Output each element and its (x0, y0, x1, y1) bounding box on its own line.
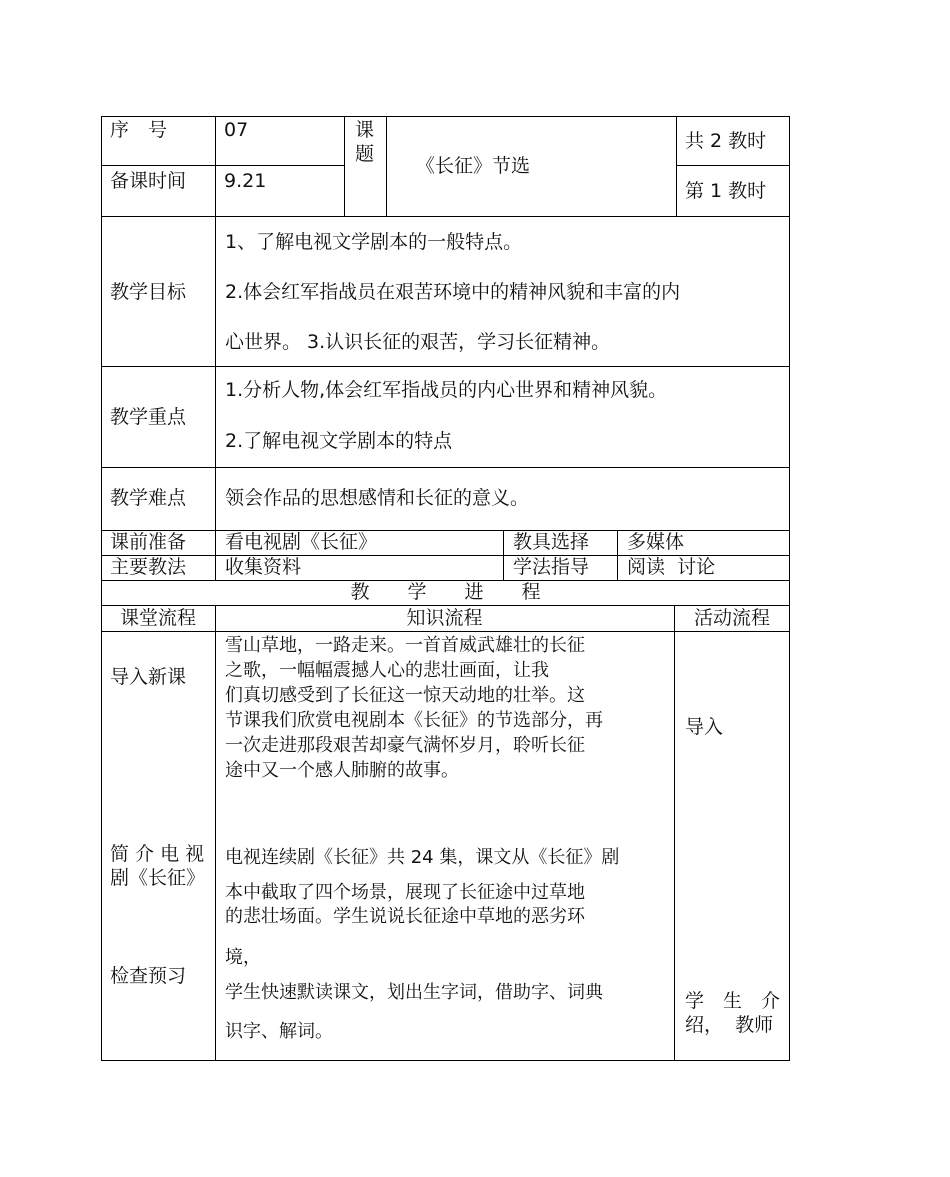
grid-line (215, 116, 216, 216)
key-point-line-2: 2.了解电视文学剧本的特点 (225, 430, 453, 452)
grid-line (101, 530, 790, 531)
prep-label: 课前准备 (110, 531, 187, 553)
process-col-2: 知识流程 (406, 607, 483, 629)
tv-line-1: 电视连续剧《长征》共 24 集，课文从《长征》剧 (225, 847, 620, 868)
intro-line-6: 途中又一个感人肺腑的故事。 (225, 760, 459, 781)
check-line-2: 识字、解词。 (225, 1021, 333, 1042)
table-border-bottom (101, 1060, 790, 1061)
intro-line-3: 们真切感受到了长征这一惊天动地的壮举。这 (225, 685, 585, 706)
grid-line (215, 605, 216, 1060)
serial-value: 07 (224, 119, 249, 141)
intro-activity: 导入 (685, 716, 724, 738)
tv-line-3: 的悲壮场面。学生说说长征途中草地的恶劣环 (225, 906, 585, 927)
serial-label: 序 号 (110, 119, 168, 141)
process-col-1: 课堂流程 (119, 607, 196, 629)
grid-line (676, 116, 677, 216)
methods-label: 主要教法 (110, 556, 187, 578)
prep-value: 看电视剧《长征》 (225, 531, 378, 553)
objective-line-1: 1、了解电视文学剧本的一般特点。 (225, 231, 523, 253)
objective-line-2: 2.体会红军指战员在艰苦环境中的精神风貌和丰富的内 (225, 281, 681, 303)
topic-label-2: 题 (355, 143, 375, 165)
grid-line (101, 366, 790, 367)
intro-label: 导入新课 (110, 666, 187, 688)
grid-line (101, 467, 790, 468)
methods-value: 收集资料 (225, 556, 302, 578)
check-activity-2: 绍， 教师 (685, 1014, 774, 1036)
difficulties-label: 教学难点 (110, 487, 187, 509)
grid-line (386, 116, 387, 216)
process-title: 教 学 进 程 (350, 581, 541, 603)
tools-label: 教具选择 (513, 531, 590, 553)
difficulties-text: 领会作品的思想感情和长征的意义。 (225, 487, 530, 509)
key-point-line-1: 1.分析人物,体会红军指战员的内心世界和精神风貌。 (225, 379, 668, 401)
study-value: 阅读 讨论 (627, 556, 716, 578)
tv-line-2: 本中截取了四个场景，展现了长征途中过草地 (225, 882, 585, 903)
intro-line-5: 一次走进那段艰苦却豪气满怀岁月，聆听长征 (225, 735, 585, 756)
grid-line (101, 165, 345, 166)
check-activity-1: 学 生 介 (685, 990, 781, 1012)
grid-line (101, 631, 790, 632)
objective-line-3: 心世界。 3.认识长征的艰苦，学习长征精神。 (225, 331, 611, 353)
intro-line-2: 之歌，一幅幅震撼人心的悲壮画面，让我 (225, 660, 549, 681)
prep-time-value: 9.21 (224, 170, 267, 192)
intro-line-4: 节课我们欣赏电视剧本《长征》的节选部分，再 (225, 710, 603, 731)
tv-line-4: 境， (225, 947, 261, 968)
table-border-top (101, 116, 790, 117)
grid-line (344, 116, 345, 216)
topic-label-1: 课 (355, 119, 375, 141)
grid-line (674, 605, 675, 1060)
intro-line-1: 雪山草地，一路走来。一首首威武雄壮的长征 (225, 635, 585, 656)
check-line-1: 学生快速默读课文，划出生字词，借助字、词典 (225, 982, 603, 1003)
key-points-label: 教学重点 (110, 406, 187, 428)
current-hour: 第 1 教时 (685, 180, 767, 202)
grid-line (676, 165, 790, 166)
grid-line (101, 216, 790, 217)
study-label: 学法指导 (513, 556, 590, 578)
grid-line (215, 216, 216, 530)
tv-label-2: 剧《长征》 (110, 867, 206, 889)
total-hours: 共 2 教时 (685, 130, 767, 152)
topic-value: 《长征》节选 (416, 155, 531, 177)
objectives-label: 教学目标 (110, 281, 187, 303)
process-col-3: 活动流程 (693, 607, 770, 629)
prep-time-label: 备课时间 (110, 170, 187, 192)
check-label: 检查预习 (110, 965, 187, 987)
tools-value: 多媒体 (627, 531, 685, 553)
tv-label-1: 简 介 电 视 (110, 843, 205, 865)
